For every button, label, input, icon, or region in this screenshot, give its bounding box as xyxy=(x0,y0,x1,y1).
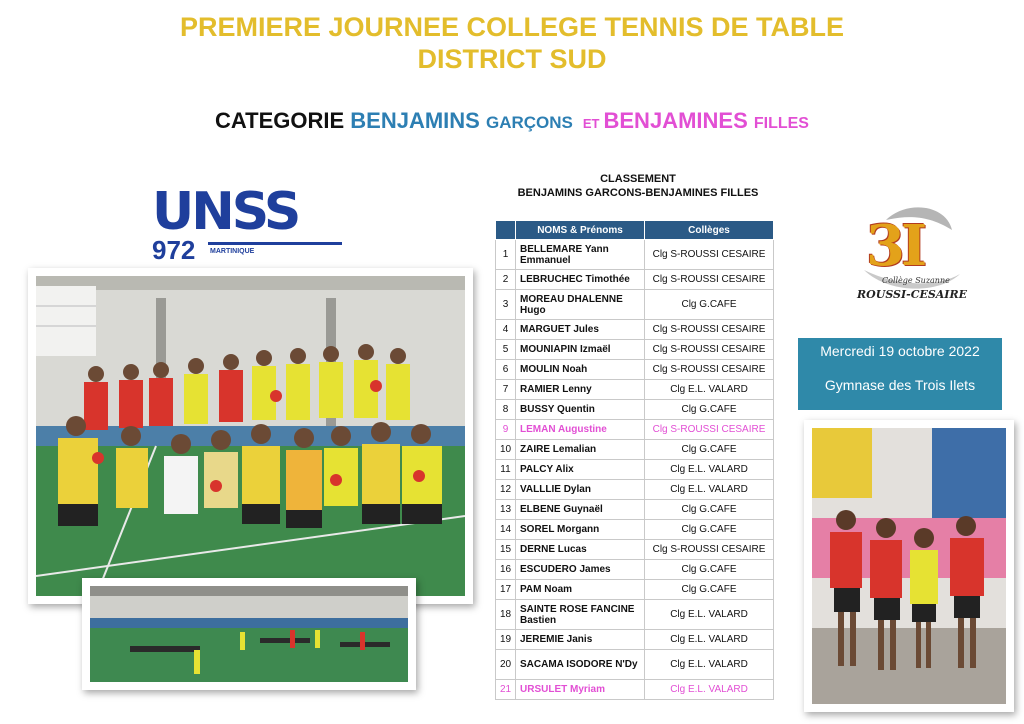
name-cell: ELBENE Guynaël xyxy=(516,500,645,520)
table-row xyxy=(496,400,774,420)
rank-column-header xyxy=(496,221,516,240)
name-cell: VALLLIE Dylan xyxy=(516,480,645,500)
table-row xyxy=(496,420,774,440)
rank-cell: 12 xyxy=(496,480,516,500)
name-cell: URSULET Myriam xyxy=(516,680,645,700)
rank-cell: 19 xyxy=(496,630,516,650)
unss-logo-word: UNSS xyxy=(152,182,299,242)
unss-logo-number: 972 xyxy=(152,235,196,265)
category-garcons: GARÇONS xyxy=(485,113,573,132)
main-title-line1: PREMIERE JOURNEE COLLEGE TENNIS DE TABLE xyxy=(179,12,845,42)
table-row xyxy=(496,480,774,500)
event-venue: Gymnase des Trois Ilets xyxy=(824,377,976,393)
rank-cell: 4 xyxy=(496,320,516,340)
college-cell: Clg E.L. VALARD xyxy=(645,680,774,700)
table-row xyxy=(496,340,774,360)
college-logo-line2: ROUSSI-CESAIRE xyxy=(857,288,967,301)
name-cell: MOREAU DHALENNE Hugo xyxy=(516,290,645,320)
college-cell: Clg E.L. VALARD xyxy=(645,630,774,650)
college-cell: Clg S-ROUSSI CESAIRE xyxy=(645,360,774,380)
players-photo xyxy=(804,420,1014,712)
table-row xyxy=(496,560,774,580)
college-cell: Clg S-ROUSSI CESAIRE xyxy=(645,340,774,360)
college-cell: Clg S-ROUSSI CESAIRE xyxy=(645,420,774,440)
category-heading xyxy=(0,108,1024,134)
college-cell: Clg E.L. VALARD xyxy=(645,460,774,480)
college-cell: Clg G.CAFE xyxy=(645,290,774,320)
table-row xyxy=(496,270,774,290)
name-column-header: NOMS & Prénoms xyxy=(516,221,645,240)
rank-cell: 9 xyxy=(496,420,516,440)
players-photo-image xyxy=(812,428,1006,704)
name-cell: LEMAN Augustine xyxy=(516,420,645,440)
college-logo-line1: Collège Suzanne xyxy=(882,276,950,285)
rank-cell: 5 xyxy=(496,340,516,360)
name-cell: MARGUET Jules xyxy=(516,320,645,340)
college-cell: Clg G.CAFE xyxy=(645,520,774,540)
gym-photo-image xyxy=(90,586,408,682)
name-cell: MOULIN Noah xyxy=(516,360,645,380)
college-cell: Clg E.L. VALARD xyxy=(645,600,774,630)
college-column-header: Collèges xyxy=(645,221,774,240)
college-logo-number: 3I xyxy=(866,213,924,279)
main-title-line2: DISTRICT SUD xyxy=(417,44,607,74)
name-cell: BELLEMARE Yann Emmanuel xyxy=(516,240,645,270)
name-cell: BUSSY Quentin xyxy=(516,400,645,420)
table-row xyxy=(496,680,774,700)
table-row xyxy=(496,650,774,680)
college-logo xyxy=(856,200,968,312)
table-row xyxy=(496,320,774,340)
event-info-box xyxy=(798,338,1002,410)
college-cell: Clg G.CAFE xyxy=(645,560,774,580)
table-row xyxy=(496,460,774,480)
table-row xyxy=(496,440,774,460)
college-cell: Clg S-ROUSSI CESAIRE xyxy=(645,240,774,270)
rank-cell: 18 xyxy=(496,600,516,630)
college-cell: Clg G.CAFE xyxy=(645,580,774,600)
rank-cell: 11 xyxy=(496,460,516,480)
college-cell: Clg S-ROUSSI CESAIRE xyxy=(645,540,774,560)
table-row xyxy=(496,360,774,380)
name-cell: MOUNIAPIN Izmaël xyxy=(516,340,645,360)
table-row xyxy=(496,540,774,560)
college-cell: Clg S-ROUSSI CESAIRE xyxy=(645,320,774,340)
name-cell: SOREL Morgann xyxy=(516,520,645,540)
rank-cell: 3 xyxy=(496,290,516,320)
table-row xyxy=(496,630,774,650)
college-cell: Clg G.CAFE xyxy=(645,500,774,520)
college-cell: Clg G.CAFE xyxy=(645,440,774,460)
college-cell: Clg E.L. VALARD xyxy=(645,380,774,400)
table-row xyxy=(496,240,774,270)
college-cell: Clg E.L. VALARD xyxy=(645,480,774,500)
table-row xyxy=(496,380,774,400)
rank-cell: 17 xyxy=(496,580,516,600)
rank-cell: 6 xyxy=(496,360,516,380)
table-row xyxy=(496,500,774,520)
name-cell: DERNE Lucas xyxy=(516,540,645,560)
unss-logo-bar xyxy=(208,242,342,245)
name-cell: ZAIRE Lemalian xyxy=(516,440,645,460)
table-row xyxy=(496,600,774,630)
rank-cell: 14 xyxy=(496,520,516,540)
table-row xyxy=(496,520,774,540)
classement-subtitle: BENJAMINS GARCONS-BENJAMINES FILLES xyxy=(517,187,759,199)
rank-cell: 10 xyxy=(496,440,516,460)
rank-cell: 2 xyxy=(496,270,516,290)
name-cell: RAMIER Lenny xyxy=(516,380,645,400)
team-photo-image xyxy=(36,276,465,596)
category-benjamins: BENJAMINS xyxy=(350,108,486,133)
name-cell: PALCY Alix xyxy=(516,460,645,480)
rank-cell: 13 xyxy=(496,500,516,520)
name-cell: PAM Noam xyxy=(516,580,645,600)
table-row xyxy=(496,580,774,600)
rank-cell: 1 xyxy=(496,240,516,270)
table-row xyxy=(496,290,774,320)
rank-cell: 21 xyxy=(496,680,516,700)
name-cell: JEREMIE Janis xyxy=(516,630,645,650)
team-photo xyxy=(28,268,473,604)
category-filles: FILLES xyxy=(753,115,809,132)
gym-photo xyxy=(82,578,416,690)
rank-cell: 20 xyxy=(496,650,516,680)
event-date: Mercredi 19 octobre 2022 xyxy=(820,343,980,359)
ranking-table xyxy=(495,220,774,700)
name-cell: SACAMA ISODORE N'Dy xyxy=(516,650,645,680)
category-et: ET xyxy=(582,116,600,131)
rank-cell: 8 xyxy=(496,400,516,420)
unss-logo-region: MARTINIQUE xyxy=(210,248,255,255)
name-cell: ESCUDERO James xyxy=(516,560,645,580)
ranking-header-row xyxy=(496,221,774,240)
category-benjamines: BENJAMINES xyxy=(603,108,754,133)
name-cell: LEBRUCHEC Timothée xyxy=(516,270,645,290)
rank-cell: 16 xyxy=(496,560,516,580)
unss-logo xyxy=(152,182,352,268)
college-cell: Clg S-ROUSSI CESAIRE xyxy=(645,270,774,290)
rank-cell: 15 xyxy=(496,540,516,560)
category-label: CATEGORIE xyxy=(215,108,351,133)
college-cell: Clg E.L. VALARD xyxy=(645,650,774,680)
college-cell: Clg G.CAFE xyxy=(645,400,774,420)
rank-cell: 7 xyxy=(496,380,516,400)
name-cell: SAINTE ROSE FANCINE Bastien xyxy=(516,600,645,630)
classement-title: CLASSEMENT xyxy=(600,173,676,185)
